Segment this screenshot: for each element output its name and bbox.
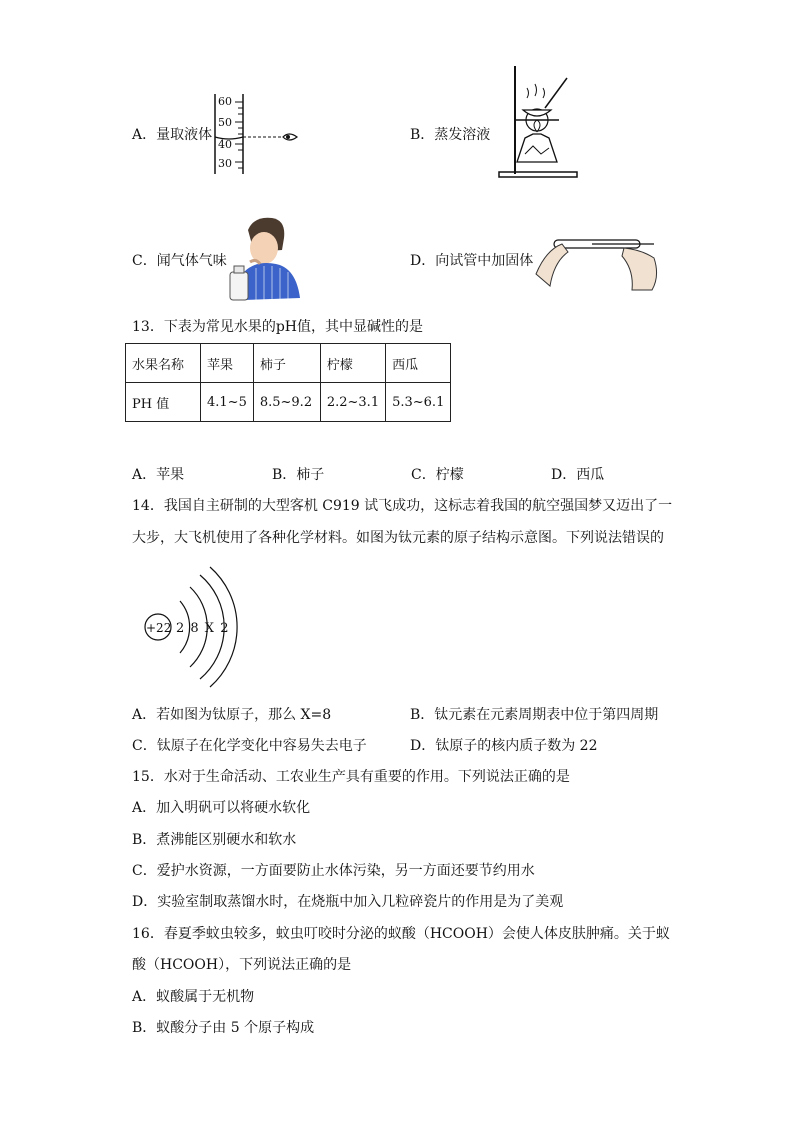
q14-option-c[interactable]: C．钛原子在化学变化中容易失去电子: [132, 738, 367, 754]
q16-option-b[interactable]: B．蚁酸分子由 5 个原子构成: [132, 1020, 315, 1036]
cylinder-tick-label: 40: [218, 138, 232, 151]
q12-option-c-text: 闻气体气味: [156, 253, 227, 269]
q16-stem-line2: 酸（HCOOH），下列说法正确的是: [132, 957, 352, 973]
q12-option-c-letter: C．: [132, 253, 157, 269]
q12-option-b-text: 蒸发溶液: [434, 127, 491, 143]
table-cell: 8.5~9.2: [253, 383, 320, 422]
table-cell: PH 值: [126, 383, 201, 422]
q15-option-c[interactable]: C．爱护水资源，一方面要防止水体污染，另一方面还要节约用水: [132, 863, 535, 879]
q12-option-d[interactable]: [410, 250, 533, 270]
table-cell: 4.1~5: [201, 383, 254, 422]
table-header-cell: 柠檬: [320, 344, 385, 383]
cylinder-tick-label: 30: [218, 157, 232, 170]
q15-option-d[interactable]: D．实验室制取蒸馏水时，在烧瓶中加入几粒碎瓷片的作用是为了美观: [132, 894, 564, 910]
cylinder-tick-label: 60: [218, 95, 232, 108]
table-header-cell: 西瓜: [386, 344, 451, 383]
table-cell: 2.2~3.1: [320, 383, 385, 422]
q14-stem-line2: 大步，大飞机使用了各种化学材料。如图为钛元素的原子结构示意图。下列说法错误的: [132, 530, 664, 546]
q12-option-d-letter: D．: [410, 253, 436, 269]
table-header-cell: 水果名称: [126, 344, 201, 383]
q12-option-a-letter: A．: [132, 127, 157, 143]
q12-option-c[interactable]: [132, 250, 227, 270]
table-header-cell: 柿子: [253, 344, 320, 383]
q13-option-b[interactable]: B．柿子: [272, 467, 325, 483]
q14-option-b[interactable]: B．钛元素在元素周期表中位于第四周期: [410, 707, 659, 723]
table-row: [126, 344, 451, 383]
q12-option-a[interactable]: [132, 124, 212, 144]
test-tube-figure: [532, 230, 662, 294]
q15-stem: 15．水对于生命活动、工农业生产具有重要的作用。下列说法正确的是: [132, 769, 570, 785]
q12-option-a-text: 量取液体: [156, 127, 213, 143]
electron-shell-counts: 2 8 X 2: [176, 621, 230, 636]
q14-option-a[interactable]: A．若如图为钛原子，那么 X=8: [132, 707, 332, 723]
q12-option-b-letter: B．: [410, 127, 435, 143]
q13-option-c[interactable]: C．柠檬: [411, 467, 464, 483]
titanium-atom-diagram: [138, 565, 238, 689]
q14-stem-line1: 14．我国自主研制的大型客机 C919 试飞成功，这标志着我国的航空强国梦又迈出了一: [132, 498, 673, 514]
q13-stem: 13．下表为常见水果的pH值，其中显碱性的是: [132, 319, 423, 335]
q16-stem-line1: 16．春夏季蚊虫较多，蚊虫叮咬时分泌的蚁酸（HCOOH）会使人体皮肤肿痛。关于蚁: [132, 926, 670, 942]
q12-option-b[interactable]: [410, 124, 490, 144]
q14-option-d[interactable]: D．钛原子的核内质子数为 22: [410, 738, 598, 754]
smelling-gas-figure: [226, 212, 302, 302]
q15-option-a[interactable]: A．加入明矾可以将硬水软化: [132, 800, 311, 816]
evaporation-apparatus-figure: [495, 62, 580, 180]
fruit-ph-table: [125, 343, 451, 422]
q13-option-a[interactable]: A．苹果: [132, 467, 185, 483]
table-cell: 5.3~6.1: [386, 383, 451, 422]
q13-option-d[interactable]: D．西瓜: [551, 467, 605, 483]
nucleus-charge: +22: [146, 621, 172, 635]
table-row: [126, 383, 451, 422]
q16-option-a[interactable]: A．蚁酸属于无机物: [132, 989, 255, 1005]
measuring-cylinder-figure: [205, 92, 305, 176]
q15-option-b[interactable]: B．煮沸能区别硬水和软水: [132, 832, 297, 848]
cylinder-tick-label: 50: [218, 116, 232, 129]
table-header-cell: 苹果: [201, 344, 254, 383]
q12-option-d-text: 向试管中加固体: [435, 253, 534, 269]
